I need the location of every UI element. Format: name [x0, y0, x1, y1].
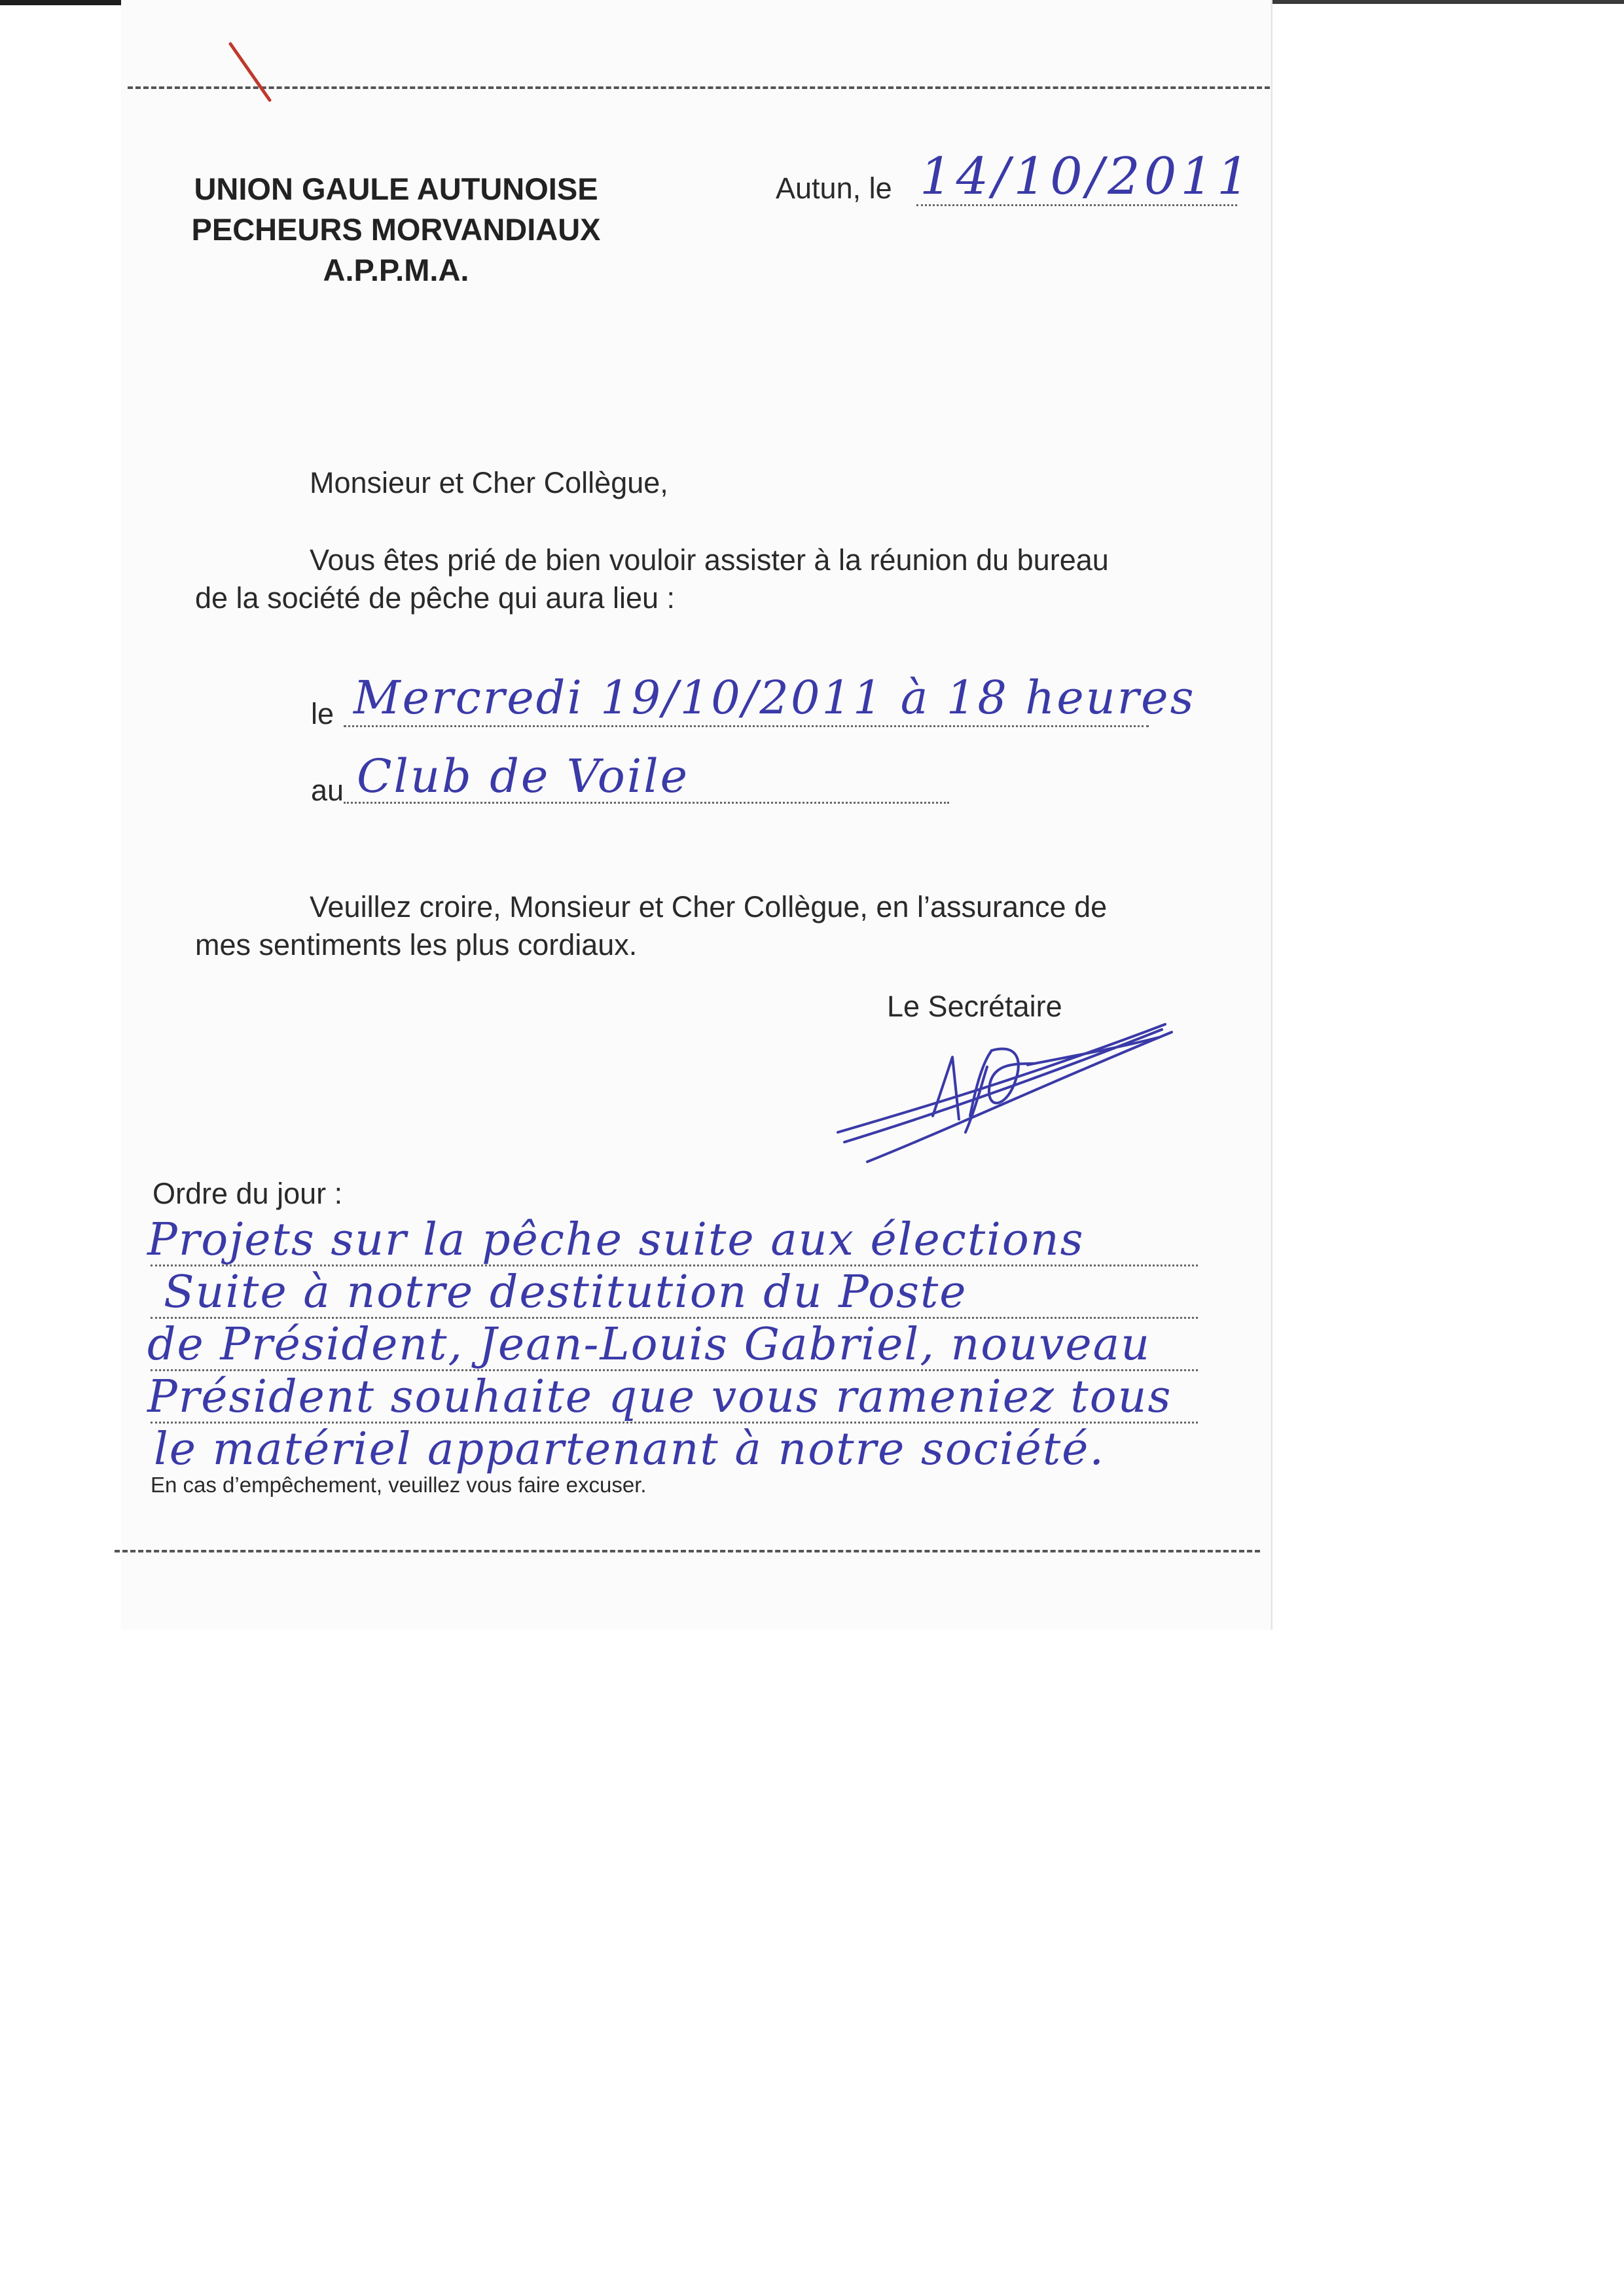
invitation-line-1: Vous êtes prié de bien vouloir assister à la réunion du bureau [310, 543, 1109, 577]
org-acronym: A.P.P.M.A. [323, 253, 469, 287]
when-dotted-line [344, 725, 1149, 727]
when-handwritten: Mercredi 19/10/2011 à 18 heures [353, 671, 1196, 725]
bottom-dashed-line [115, 1550, 1260, 1552]
scan-edge-corner [0, 0, 128, 5]
signatory-title: Le Secrétaire [887, 990, 1062, 1023]
org-name-line-2: PECHEURS MORVANDIAUX [191, 212, 601, 247]
date-prefix: Autun, le [776, 171, 892, 205]
when-prefix: le [311, 697, 334, 730]
closing-line-2: mes sentiments les plus cordiaux. [195, 928, 638, 961]
handwritten-signature [818, 1011, 1185, 1175]
closing-line-1: Veuillez croire, Monsieur et Cher Collègue, en l’assurance de [310, 890, 1108, 924]
salutation: Monsieur et Cher Collègue, [310, 466, 668, 499]
org-name-line-1: UNION GAULE AUTUNOISE [194, 171, 598, 206]
red-tick-mark [223, 36, 281, 108]
agenda-item-2: Suite à notre destitution du Poste [164, 1266, 967, 1318]
organization-header [147, 169, 645, 291]
where-handwritten: Club de Voile [357, 749, 690, 803]
agenda-item-5: le matériel appartenant à notre société. [154, 1424, 1106, 1475]
where-prefix: au [311, 774, 344, 807]
agenda-item-4: Président souhaite que vous rameniez tous [147, 1371, 1172, 1423]
date-handwritten: 14/10/2011 [920, 147, 1254, 206]
agenda-item-1: Projets sur la pêche suite aux élections [147, 1214, 1085, 1266]
invitation-line-2: de la société de pêche qui aura lieu : [195, 581, 676, 615]
agenda-heading: Ordre du jour : [153, 1177, 343, 1210]
top-dashed-line [128, 86, 1270, 89]
agenda-item-3: de Président, Jean-Louis Gabriel, nouveau [147, 1319, 1151, 1371]
excuse-note: En cas d’empêchement, veuillez vous faire excuser. [151, 1473, 647, 1497]
